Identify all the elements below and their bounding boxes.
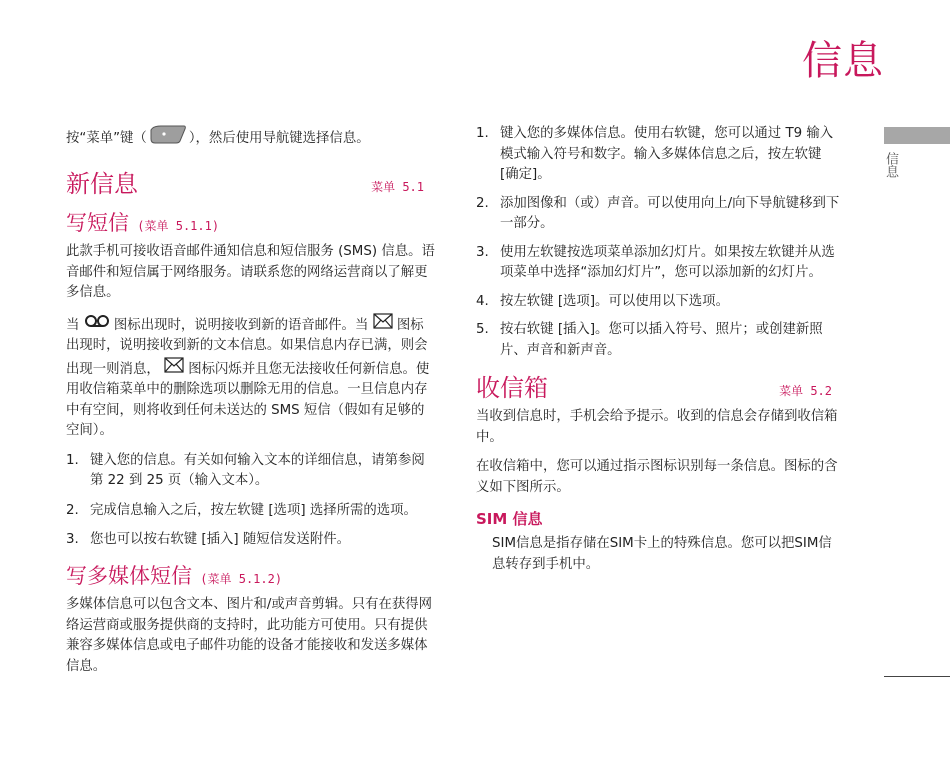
new-message-menu-ref: 菜单 5.1 [371,179,424,194]
write-mms-menu-ref: (菜单 5.1.2) [200,571,283,586]
write-mms-heading [66,563,436,591]
side-tab-label: 信息 [883,152,898,178]
right-column [476,124,844,575]
write-sms-heading [66,210,436,238]
voicemail-icon [84,314,110,336]
sim-heading: SIM 信息 [476,510,543,528]
left-column [66,124,436,677]
inbox-menu-ref: 菜单 5.2 [779,384,832,398]
intro-text: 按“菜单”键（ ），然后使用导航键选择信息。 [66,124,436,152]
list-item: 1. 键入您的多媒体信息。使用右软键，您可以通过 T9 输入模式输入符号和数字。输入多媒体信息之后，按左软键 [确定]。 [476,126,834,182]
write-sms-menu-ref: (菜单 5.1.1) [137,218,220,233]
page-title: 信息 [802,38,884,84]
list-item: 4. 按左软键 [选项]。可以使用以下选项。 [476,293,729,309]
envelope-icon [164,357,184,381]
side-tab [884,127,950,144]
write-sms-paragraph-1: 此款手机可接收语音邮件通知信息和短信服务 (SMS) 信息。语音邮件和短信属于网络服务。请联系您的网络运营商以了解更多信息。 [66,244,435,300]
list-item: 3. 您也可以按右软键 [插入] 随短信发送附件。 [66,532,350,547]
footer-rule [884,676,950,677]
sim-paragraph-1: SIM信息是指存储在SIM卡上的特殊信息。您可以把SIM信息转存到手机中。 [492,536,832,572]
inbox-paragraph-2: 在收信箱中，您可以通过指示图标识别每一条信息。图标的含义如下图所示。 [476,459,838,495]
write-mms-title: 写多媒体短信 [66,563,192,588]
inbox-paragraph-1: 当收到信息时，手机会给予提示。收到的信息会存储到收信箱中。 [476,409,838,445]
inbox-heading [476,373,844,403]
write-mms-paragraph-1: 多媒体信息可以包含文本、图片和/或声音剪辑。只有在获得网络运营商或服务提供商的支持时，此功能方可使用。只有提供兼容多媒体信息或电子邮件功能的设备才能接收和发送多媒体信息。 [66,597,433,674]
new-message-title: 新信息 [66,169,138,198]
write-sms-title: 写短信 [66,210,129,235]
list-item: 2. 添加图像和（或）声音。可以使用向上/向下导航键移到下一部分。 [476,195,840,231]
list-item: 5. 按右软键 [插入]。您可以插入符号、照片；或创建新照片、声音和新声音。 [476,322,823,358]
list-item: 2. 完成信息输入之后，按左软键 [选项] 选择所需的选项。 [66,502,417,518]
menu-key-icon [149,124,187,152]
inbox-title: 收信箱 [476,374,548,402]
envelope-icon [373,313,393,337]
list-item: 1. 键入您的信息。有关如何输入文本的详细信息，请第参阅第 22 到 25 页（输入文本）。 [66,452,425,488]
write-sms-steps [66,451,436,551]
list-item: 3. 使用左软键按选项菜单添加幻灯片。如果按左软键并从选项菜单中选择“添加幻灯片”，您可以添加新的幻灯片。 [476,244,835,280]
write-sms-paragraph-2: 当 图标出现时，说明接收到新的语音邮件。当 图标出现时，说明接收到新的文本信息。如果信息内存已满，则会出现一则消息， 图标闪烁并且您无法接收任何新信息。使用收信箱菜单中的删除选项以删除无用的信息。一旦信息内存中有空间，则将收到任何未送达的 SMS 短信（假如有足够的空间）。 [66,313,436,442]
new-message-heading [66,169,436,199]
mms-steps [476,124,844,361]
